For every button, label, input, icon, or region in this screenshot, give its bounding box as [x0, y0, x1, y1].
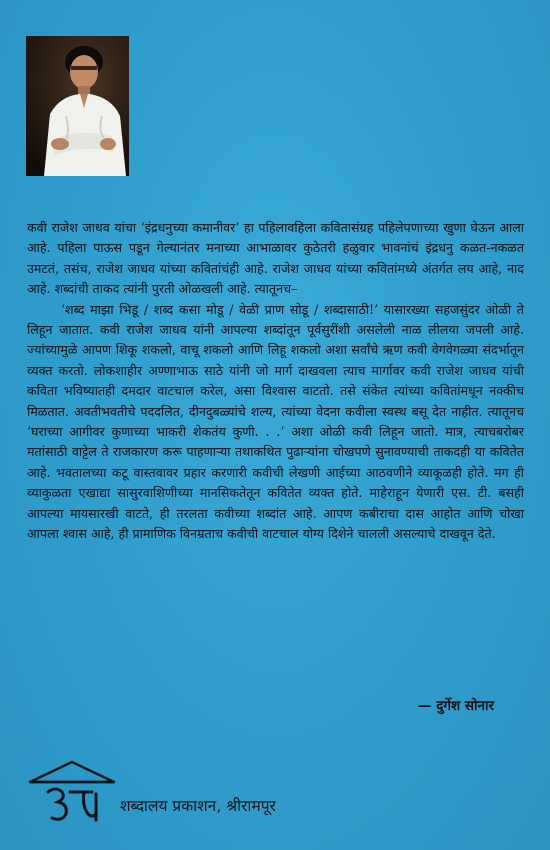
back-cover-blurb — [27, 218, 524, 545]
blurb-paragraph: कवी राजेश जाधव यांचा ‘इंद्रधनुच्या कमानीवर’ हा पहिलावहिला कवितासंग्रह पहिलेपणाच्या खुणा घेऊन आला आहे. पहिला पाऊस पडून गेल्यानंतर मनाच्या आभाळावर कुठेतरी हळुवार भावनांचं इंद्रधनु कळत-नकळत उमटतं, तसंच, राजेश जाधव यांच्या कवितांचंही आहे. राजेश जाधव यांच्या कवितांमध्ये अंतर्गत लय आहे, नाद आहे. शब्दांची ताकद त्यांनी पुरती ओळखली आहे. त्यातूनच– — [27, 220, 524, 297]
portrait-photo-icon — [26, 36, 129, 176]
house-roof-logo-icon — [26, 756, 122, 826]
author-signature — [418, 696, 494, 714]
blurb-paragraph: ‘शब्द माझा भिडू / शब्द कसा मोडू / वेळी प्राण सोडू / शब्दासाठी!’ यासारख्या सहजसुंदर ओळी ते लिहून जातात. कवी राजेश जाधव यांनी आपल्या शब्दांतून पूर्वसुरींशी असलेली नाळ लीलया जपली आहे. ज्यांच्यामुळे आपण शिकू शकलो, वाचू शकलो आणि लिहू शकलो अशा सर्वांचे ऋण कवी वेगवेगळ्या संदर्भातून व्यक्त करतो. लोकशाहीर अण्णाभाऊ साठे यांनी जो मार्ग दाखवला त्याच मार्गावर कवी राजेश जाधव यांची कविता भविष्यातही दमदार वाटचाल करेल, असा विश्वास वाटतो. तसे संकेत त्यांच्या कवितांमधून नक्कीच मिळतात. अवतीभवतीचे पददलित, दीनदुबळ्यांचे शल्य, त्यांच्या वेदना कवीला स्वस्थ बसू देत नाहीत. त्यातूनच ‘घराच्या आगीवर कुणाच्या भाकरी शेकतंय कुणी. . .’ अशा ओळी कवी लिहून जातो. मात्र, त्याचबरोबर मतांसाठी वाट्टेल ते राजकारण करू पाहणाऱ्या तथाकथित पुढाऱ्यांना चोखपणे सुनावण्याची ताकदही या कवितेत आहे. भवतालच्या कटू वास्तवावर प्रहार करणारी कवीची लेखणी आईच्या आठवणीने व्याकूळही होते. मग ही व्याकुळता एखाद्या सासुरवाशिणीच्या मानसिकतेतून कवितेत व्यक्त होते. माहेराहून येणारी एस. टी. बसही आपल्या मायसारखी वाटते, ही तरलता कवीच्या शब्दांत आहे. आपण कबीराचा दास आहोत आणि चोखा आपला श्वास आहे, ही प्रामाणिक विनम्रताच कवीची वाटचाल योग्य दिशेने चालली असल्याचे दाखवून देते. — [27, 301, 524, 542]
publisher-block — [26, 756, 426, 828]
author-photo — [26, 36, 129, 176]
publisher-name: शब्दालय प्रकाशन, श्रीरामपूर — [120, 797, 276, 815]
signature-dash: — — [417, 698, 431, 714]
author-name: दुर्गेश सोनार — [436, 698, 494, 714]
